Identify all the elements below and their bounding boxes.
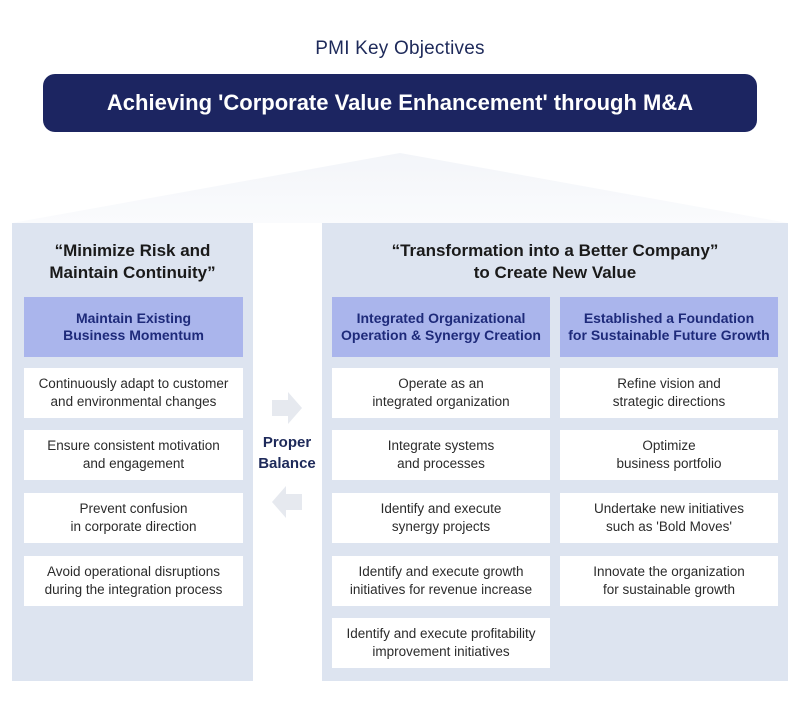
right-col2-item-4: Innovate the organization for sustainable growth: [560, 556, 778, 606]
left-item-2: Ensure consistent motivation and engagement: [24, 430, 243, 480]
page-subtitle: PMI Key Objectives: [315, 38, 485, 59]
right-column-2-header: Established a Foundation for Sustainable Future Growth: [560, 297, 778, 357]
right-col2-item-1: Refine vision and strategic directions: [560, 368, 778, 418]
roof-shape: [0, 150, 800, 230]
right-col1-item-1: Operate as an integrated organization: [332, 368, 550, 418]
right-arrow-icon: [268, 388, 308, 428]
page-title: Achieving 'Corporate Value Enhancement' through M&A: [106, 90, 694, 115]
right-col2-item-3: Undertake new initiatives such as 'Bold Moves': [560, 493, 778, 543]
right-column-1-header: Integrated Organizational Operation & Synergy Creation: [332, 297, 550, 357]
left-item-4: Avoid operational disruptions during the integration process: [24, 556, 243, 606]
left-item-3: Prevent confusion in corporate direction: [24, 493, 243, 543]
left-item-1: Continuously adapt to customer and environmental changes: [24, 368, 243, 418]
right-col2-item-2: Optimize business portfolio: [560, 430, 778, 480]
right-col1-item-5: Identify and execute profitability improvement initiatives: [332, 618, 550, 668]
left-panel-title: “Minimize Risk and Maintain Continuity”: [49, 241, 216, 282]
right-col1-item-3: Identify and execute synergy projects: [332, 493, 550, 543]
left-arrow-icon: [266, 482, 306, 522]
left-column-header: Maintain Existing Business Momentum: [24, 297, 243, 357]
right-col1-item-2: Integrate systems and processes: [332, 430, 550, 480]
right-panel-title: “Transformation into a Better Company” to Create New Value: [391, 241, 719, 282]
proper-balance-label: Proper Balance: [258, 434, 316, 472]
right-col1-item-4: Identify and execute growth initiatives for revenue increase: [332, 556, 550, 606]
title-banner: [43, 74, 757, 132]
